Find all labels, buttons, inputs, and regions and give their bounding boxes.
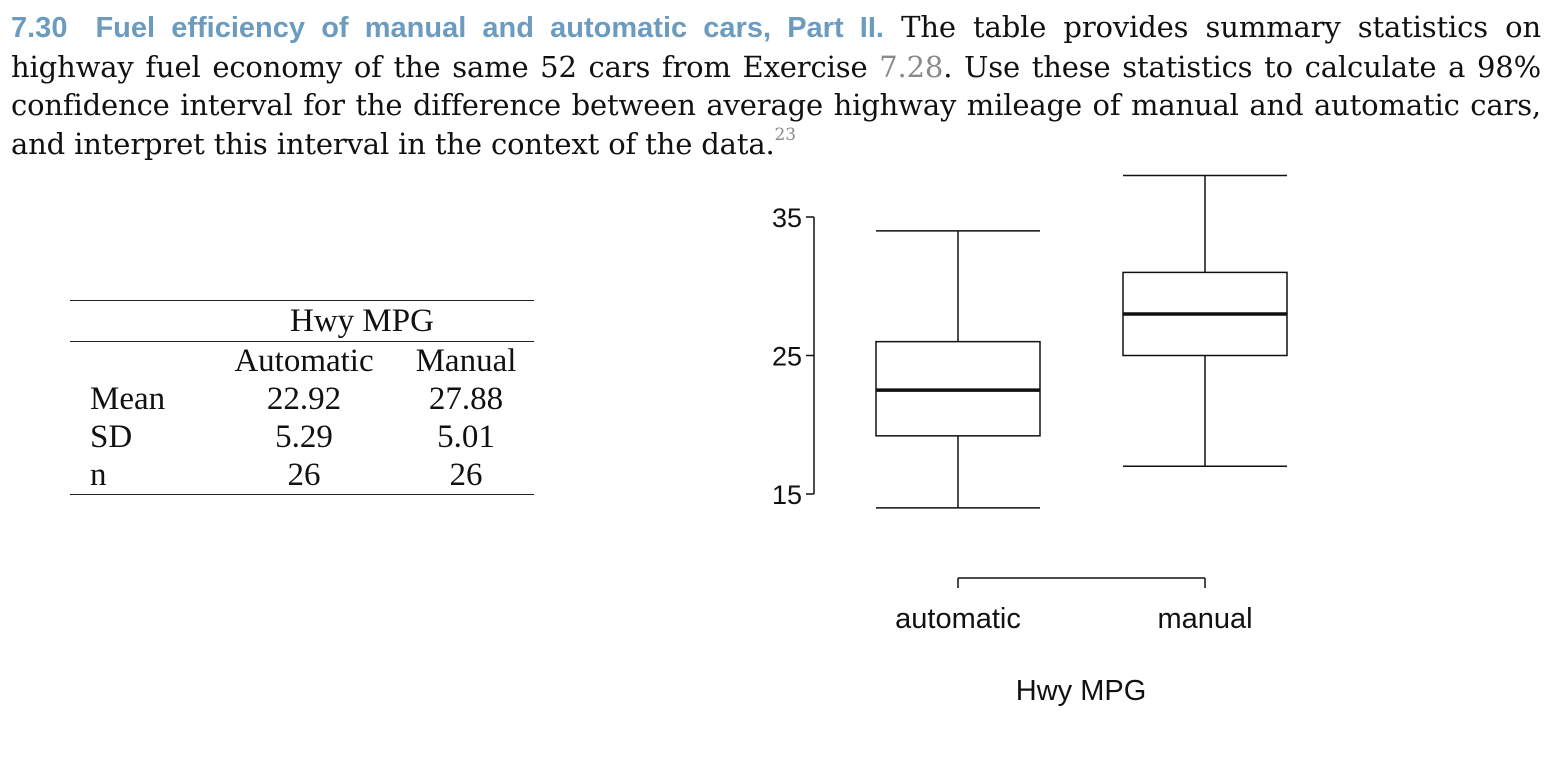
- y-tick-label: 15: [771, 480, 802, 510]
- table-row: [70, 380, 534, 418]
- row-label-sd: SD: [90, 419, 133, 455]
- exercise-title: Fuel efficiency of manual and automatic cars, Part II.: [95, 12, 884, 44]
- footnote-marker[interactable]: 23: [774, 125, 796, 146]
- table-group-header: Hwy MPG: [290, 303, 434, 339]
- x-tick-label-automatic: automatic: [895, 603, 1021, 635]
- cell-n-automatic: 26: [287, 457, 321, 493]
- exercise-body-part2: . Use these statistics to calculate a 98% confidence interval for the difference between average highway mileage of manual and automatic cars, and interpret this interval in the context of the data.: [11, 49, 1541, 162]
- x-axis-label: Hwy MPG: [1015, 675, 1147, 707]
- cell-mean-automatic: 22.92: [266, 381, 342, 417]
- box-manual: [1123, 175, 1287, 466]
- cell-mean-manual: 27.88: [428, 381, 504, 417]
- table-row: [70, 418, 534, 456]
- y-tick-label: 35: [771, 203, 802, 233]
- table-row: [70, 456, 534, 495]
- exercise-heading: [11, 12, 884, 44]
- exercise-reference-link[interactable]: 7.28: [879, 49, 944, 84]
- cell-sd-automatic: 5.29: [275, 419, 333, 455]
- exercise-text: [11, 8, 1541, 164]
- exercise-number: 7.30: [11, 12, 68, 44]
- summary-statistics-table: [70, 300, 534, 495]
- row-label-n: n: [90, 457, 107, 493]
- hwy-mpg-boxplot: [740, 160, 1360, 720]
- exercise-body-part1: The table provides summary statistics on highway fuel economy of the same 52 cars from Exercise: [11, 10, 1541, 84]
- y-tick-label: 25: [771, 341, 802, 372]
- cell-sd-manual: 5.01: [437, 419, 495, 455]
- column-header-automatic: Automatic: [234, 343, 374, 379]
- column-header-manual: Manual: [415, 343, 517, 379]
- box-automatic: [876, 231, 1040, 508]
- table-corner-cell: [70, 342, 210, 381]
- cell-n-manual: 26: [449, 457, 483, 493]
- row-label-mean: Mean: [90, 381, 166, 417]
- x-tick-label-manual: manual: [1157, 603, 1253, 635]
